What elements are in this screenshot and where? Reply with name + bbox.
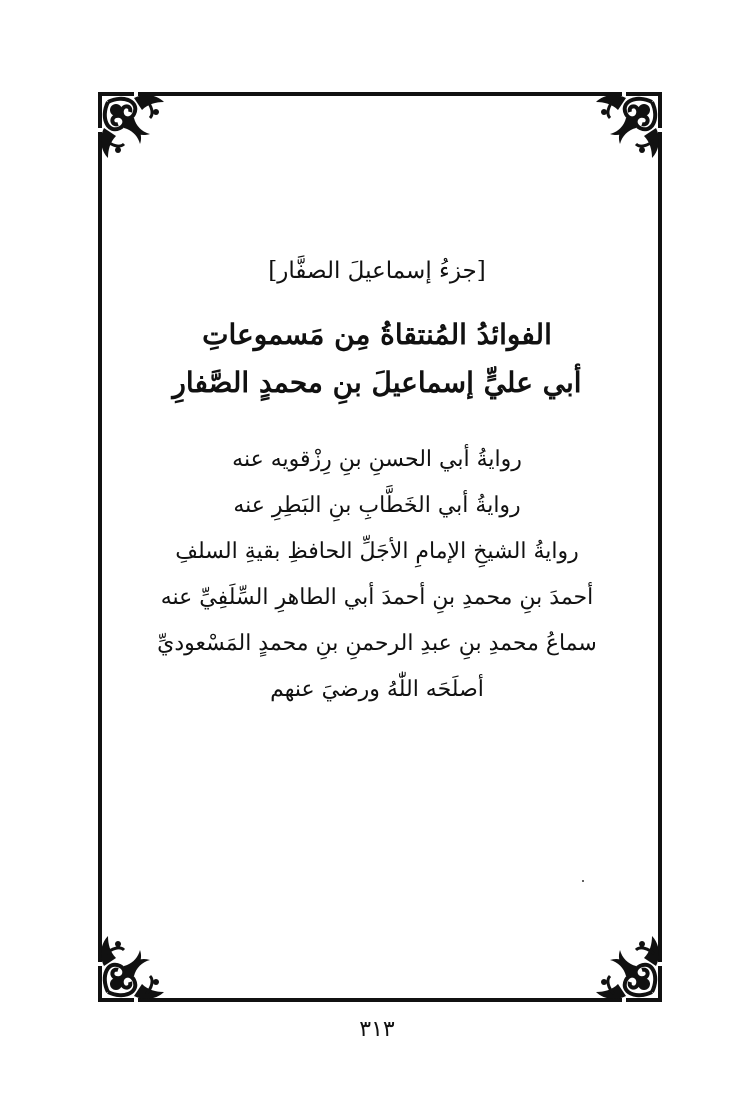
book-title-line-1: الفوائدُ المُنتقاةُ مِن مَسموعاتِ <box>202 318 552 351</box>
corner-ornament-icon <box>94 924 176 1006</box>
section-heading: [جزءُ إسماعيلَ الصفَّار] <box>268 258 486 284</box>
transmission-line: روايةُ أبي الحسنِ بنِ رِزْقويه عنه <box>232 447 522 472</box>
transmission-line: سماعُ محمدِ بنِ عبدِ الرحمنِ بنِ محمدٍ المَسْعوديِّ <box>157 631 597 656</box>
transmission-line: روايةُ الشيخِ الإمامِ الأجَلِّ الحافظِ بقيةِ السلفِ <box>175 539 579 564</box>
frame-border-top <box>138 92 622 96</box>
book-title-line-2: أبي عليٍّ إسماعيلَ بنِ محمدٍ الصَّفارِ <box>172 366 582 399</box>
corner-ornament-icon <box>94 88 176 170</box>
corner-ornament-icon <box>584 924 666 1006</box>
page-number: ٣١٣ <box>359 1017 395 1042</box>
transmission-chain <box>130 437 624 713</box>
title-page-content <box>130 255 624 713</box>
corner-ornament-icon <box>584 88 666 170</box>
transmission-line: أحمدَ بنِ محمدِ بنِ أحمدَ أبي الطاهرِ السِّلَفِيِّ عنه <box>160 585 594 610</box>
frame-border-bottom <box>138 998 622 1002</box>
print-speck <box>582 880 584 882</box>
transmission-line: روايةُ أبي الخَطَّابِ بنِ البَطِرِ عنه <box>233 493 521 518</box>
frame-border-left <box>98 132 102 962</box>
transmission-line: أصلَحَه اللّٰهُ ورضيَ عنهم <box>270 677 484 702</box>
book-title <box>130 311 624 407</box>
frame-border-right <box>658 132 662 962</box>
